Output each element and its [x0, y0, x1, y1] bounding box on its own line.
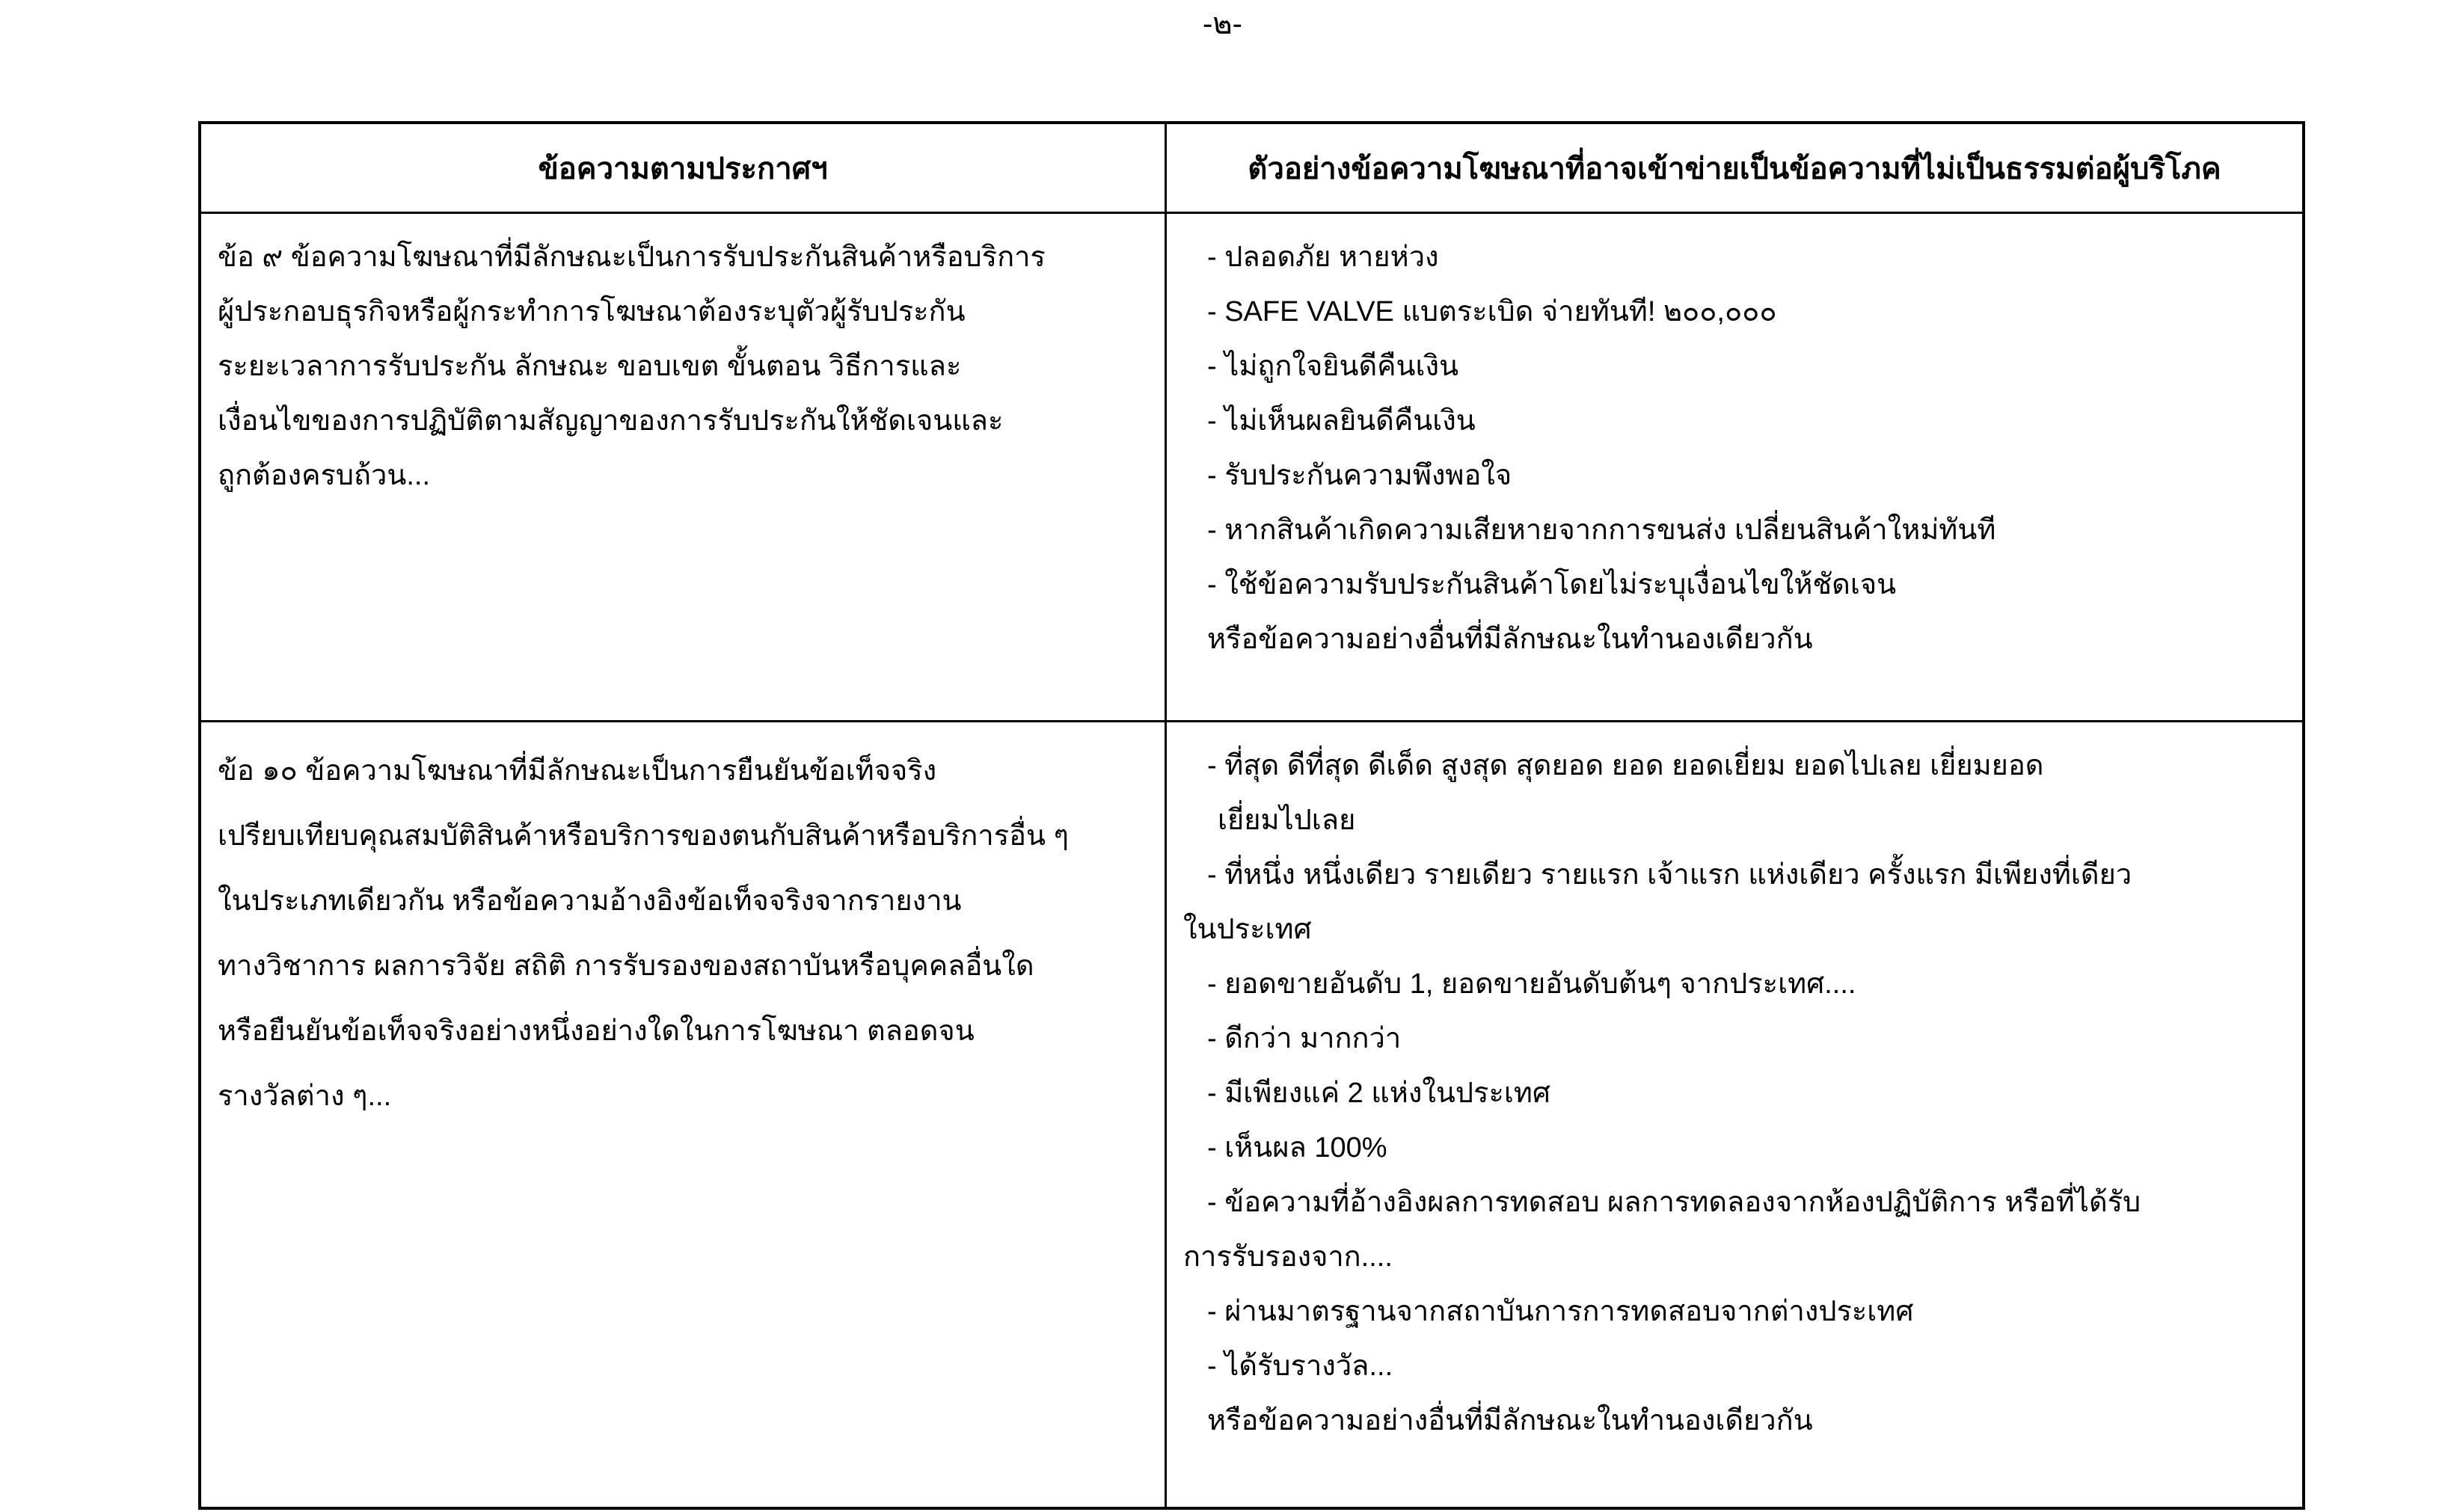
continuation-line: ในประเทศ	[1183, 914, 1312, 945]
text-line: รางวัลต่าง ๆ...	[218, 1081, 392, 1112]
row2-right-cell	[1165, 720, 2302, 1507]
text-line: หรือยืนยันข้อเท็จจริงอย่างหนึ่งอย่างใดในการโฆษณา ตลอดจน	[218, 1015, 975, 1047]
row2-left-cell	[201, 720, 1165, 1507]
closing-line: หรือข้อความอย่างอื่นที่มีลักษณะในทำนองเดียวกัน	[1207, 1405, 1813, 1436]
bullet-line: - ที่สุด ดีที่สุด ดีเด็ด สูงสุด สุดยอด ยอด ยอดเยี่ยม ยอดไปเลย เยี่ยมยอด	[1207, 750, 2044, 781]
header-label-left: ข้อความตามประกาศฯ	[538, 152, 828, 185]
text-line: ระยะเวลาการรับประกัน ลักษณะ ขอบเขต ขั้นตอน วิธีการและ	[218, 351, 962, 382]
text-line: ทางวิชาการ ผลการวิจัย สถิติ การรับรองของสถาบันหรือบุคคลอื่นใด	[218, 950, 1034, 982]
bullet-line: - หากสินค้าเกิดความเสียหายจากการขนส่ง เปลี่ยนสินค้าใหม่ทันที	[1207, 514, 1996, 546]
bullet-line: - SAFE VALVE แบตระเบิด จ่ายทันที! ๒๐๐,๐๐๐	[1207, 296, 1777, 328]
text-line: ข้อ ๑๐ ข้อความโฆษณาที่มีลักษณะเป็นการยืนยันข้อเท็จจริง	[218, 755, 937, 787]
closing-line: หรือข้อความอย่างอื่นที่มีลักษณะในทำนองเดียวกัน	[1207, 624, 1813, 655]
bullet-line: - ที่หนึ่ง หนึ่งเดียว รายเดียว รายแรก เจ้าแรก แห่งเดียว ครั้งแรก มีเพียงที่เดียว	[1207, 859, 2132, 891]
bullet-line: - ปลอดภัย หายห่วง	[1207, 242, 1439, 273]
row1-left-cell	[201, 212, 1165, 720]
bullet-line: - ใช้ข้อความรับประกันสินค้าโดยไม่ระบุเงื่อนไขให้ชัดเจน	[1207, 569, 1897, 600]
bullet-line: - รับประกันความพึงพอใจ	[1207, 460, 1512, 491]
bullet-line: - ไม่เห็นผลยินดีคืนเงิน	[1207, 405, 1476, 437]
text-line: เงื่อนไขของการปฏิบัติตามสัญญาของการรับประกันให้ชัดเจนและ	[218, 405, 1004, 437]
bullet-line: - ดีกว่า มากกว่า	[1207, 1023, 1402, 1054]
header-cell-announcement-text	[201, 124, 1165, 212]
bullet-line: - ได้รับรางวัล...	[1207, 1350, 1393, 1382]
continuation-line: การรับรองจาก....	[1183, 1241, 1393, 1273]
text-line: เปรียบเทียบคุณสมบัติสินค้าหรือบริการของตนกับสินค้าหรือบริการอื่น ๆ	[218, 820, 1069, 852]
text-line: ในประเภทเดียวกัน หรือข้อความอ้างอิงข้อเท็จจริงจากรายงาน	[218, 885, 962, 917]
row1-right-cell	[1165, 212, 2302, 720]
header-label-right: ตัวอย่างข้อความโฆษณาที่อาจเข้าข่ายเป็นข้อความที่ไม่เป็นธรรมต่อผู้บริโภค	[1248, 152, 2221, 185]
text-line: ข้อ ๙ ข้อความโฆษณาที่มีลักษณะเป็นการรับประกันสินค้าหรือบริการ	[218, 242, 1046, 273]
page-number: -๒-	[1202, 7, 1242, 40]
text-line: ถูกต้องครบถ้วน...	[218, 460, 431, 491]
bullet-line: - ผ่านมาตรฐานจากสถาบันการการทดสอบจากต่างประเทศ	[1207, 1296, 1914, 1327]
text-line: ผู้ประกอบธุรกิจหรือผู้กระทำการโฆษณาต้องระบุตัวผู้รับประกัน	[218, 296, 966, 328]
header-cell-example-text	[1165, 124, 2302, 212]
continuation-line: เยี่ยมไปเลย	[1218, 805, 1356, 836]
bullet-line: - เห็นผล 100%	[1207, 1132, 1387, 1164]
advisory-table	[198, 121, 2305, 1510]
bullet-line: - ยอดขายอันดับ 1, ยอดขายอันดับต้นๆ จากประเทศ....	[1207, 968, 1856, 1000]
bullet-line: - ไม่ถูกใจยินดีคืนเงิน	[1207, 351, 1459, 382]
bullet-line: - มีเพียงแค่ 2 แห่งในประเทศ	[1207, 1078, 1551, 1109]
bullet-line: - ข้อความที่อ้างอิงผลการทดสอบ ผลการทดลองจากห้องปฏิบัติการ หรือที่ได้รับ	[1207, 1187, 2141, 1218]
